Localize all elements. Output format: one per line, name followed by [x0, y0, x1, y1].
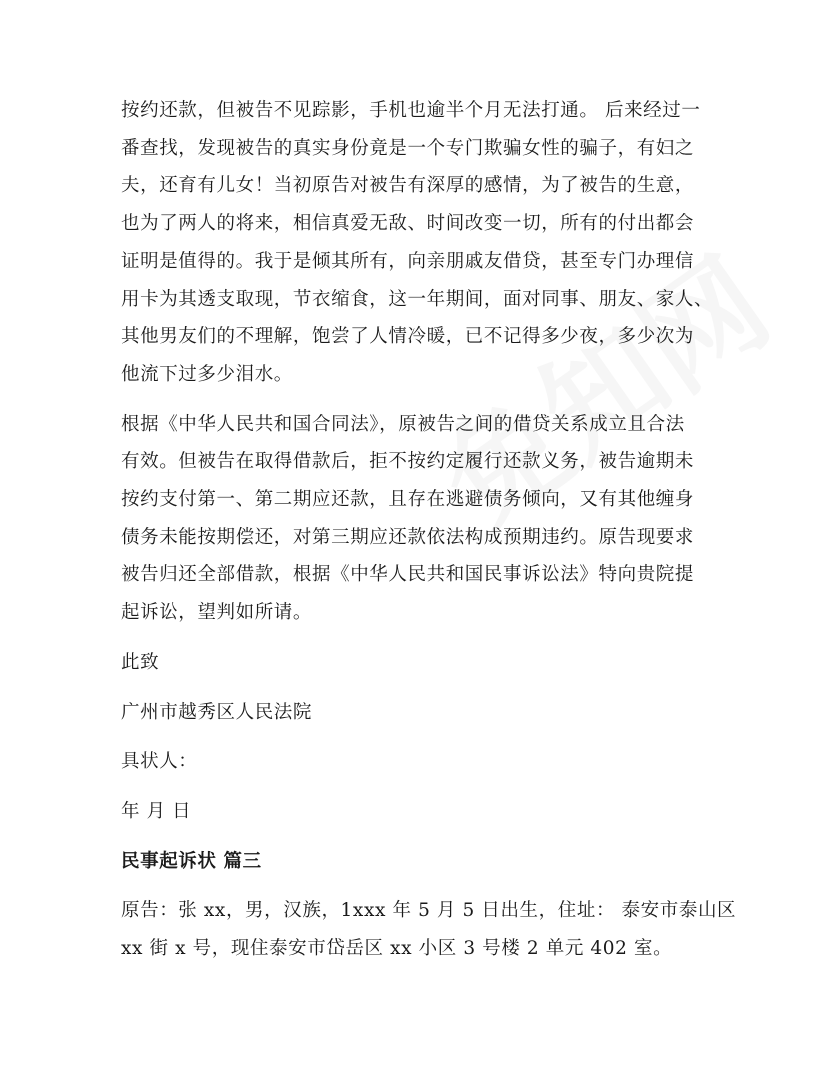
text-line: 被告归还全部借款，根据《中华人民共和国民事诉讼法》特向贵院提 — [121, 564, 695, 586]
signer-label: 具状人： — [121, 751, 198, 773]
date-line: 年 月 日 — [121, 800, 192, 822]
text-line: 根据《中华人民共和国合同法》，原被告之间的借贷关系成立且合法 — [121, 413, 685, 435]
text-line: 证明是值得的。我于是倾其所有，向亲朋戚友借贷，甚至专门办理信 — [121, 250, 695, 272]
text-line: xx 街 x 号，现住泰安市岱岳区 xx 小区 3 号楼 2 单元 402 室。 — [121, 938, 673, 960]
text-line: 其他男友们的不理解，饱尝了人情冷暖，已不记得多少夜，多少次为 — [121, 326, 695, 348]
text-line: 他流下过多少泪水。 — [121, 363, 293, 385]
text-line: 债务未能按期偿还，对第三期应还款依法构成预期违约。原告现要求 — [121, 526, 695, 548]
document-body — [121, 92, 737, 980]
text-line: 原告：张 xx，男，汉族，1xxx 年 5 月 5 日出生，住址： 泰安市泰山区 — [121, 900, 737, 922]
text-line: 夫，还育有儿女！当初原告对被告有深厚的感情，为了被告的生意， — [121, 175, 695, 197]
paragraph-plaintiff-info — [121, 892, 737, 967]
text-line: 按约支付第一、第二期应还款，且存在逃避债务倾向，又有其他缠身 — [121, 489, 695, 511]
section-heading: 民事起诉状 篇三 — [121, 850, 262, 872]
text-line: 起诉讼，望判如所请。 — [121, 602, 313, 624]
text-line: 也为了两人的将来，相信真爱无敌、时间改变一切，所有的付出都会 — [121, 213, 695, 235]
closing-salutation: 此致 — [121, 651, 160, 673]
text-line: 用卡为其透支取现，节衣缩食，这一年期间，面对同事、朋友、家人、 — [121, 288, 714, 310]
paragraph-legal-basis — [121, 406, 721, 632]
text-line: 按约还款，但被告不见踪影，手机也逾半个月无法打通。 后来经过一 — [121, 100, 701, 121]
paragraph-facts — [121, 92, 721, 394]
text-line: 番查找，发现被告的真实身份竟是一个专门欺骗女性的骗子，有妇之 — [121, 137, 695, 159]
text-line: 有效。但被告在取得借款后，拒不按约定履行还款义务，被告逾期未 — [121, 451, 695, 473]
court-name: 广州市越秀区人民法院 — [121, 701, 313, 723]
